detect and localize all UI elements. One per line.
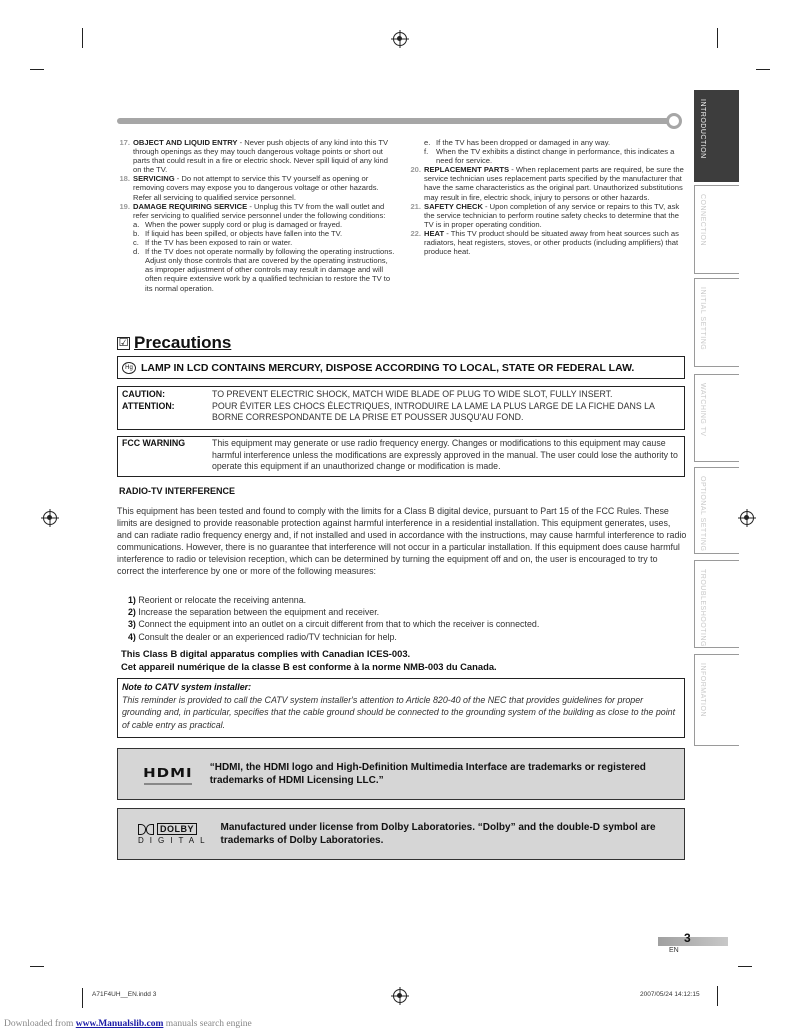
sub-item: d. If the TV does not operate normally by following the operating instructions. Adjust only those controls that are covered by the operating instructions, as improper adjustment of other controls may result in damage and will often require extensive work by a qualified technician to restore the TV to its normal operation. — [133, 247, 395, 293]
checkbox-icon: ☑ — [118, 336, 129, 349]
crop-mark — [756, 69, 770, 70]
header-circle-icon — [666, 113, 682, 129]
radio-tv-heading: RADIO-TV INTERFERENCE — [119, 486, 236, 496]
registration-mark-icon — [43, 511, 57, 525]
download-banner: Downloaded from www.Manualslib.com manuals search engine — [4, 1019, 252, 1029]
caution-box: CAUTION: TO PREVENT ELECTRIC SHOCK, MATCH WIDE BLADE OF PLUG TO WIDE SLOT, FULLY INSERT. ATTENTION: POUR ÉVITER LES CHOCS ÉLECTRIQUES, INTRODUIRE LA LAME LA PLUS LARGE DE LA FICHE DANS LA BORNE CORRESPONDANTE DE LA PRISE ET POUSSER JUSQU'AU FOND. — [117, 386, 685, 430]
tab-watching-tv[interactable]: WATCHING TV — [694, 374, 739, 462]
radio-tv-paragraph: This equipment has been tested and found to comply with the limits for a Class B digital device, pursuant to Part 15 of the FCC Rules. These limits are designed to provide reasonable protection against harmful interference in a residential installation. This equipment generates, uses, and can radiate radio frequency energy and, if not installed and used in accordance with the instructions, may cause harmful interference to radio communications. However, there is no guarantee that interference will not occur in a particular installation. If this equipment does cause harmful interference to radio or television reception, which can be determined by turning the equipment off and on, the user is encouraged to try to correct the interference by one or more of the following measures: — [117, 506, 687, 576]
sub-item: b. If liquid has been spilled, or objects have fallen into the TV. — [133, 228, 343, 238]
list-item: 2) Increase the separation between the equipment and receiver. — [128, 607, 380, 618]
sub-item: a. When the power supply cord or plug is damaged or frayed. — [133, 219, 343, 229]
crop-mark — [82, 988, 83, 1008]
safety-list-right — [408, 138, 686, 256]
list-item: 21. SAFETY CHECK - Upon completion of any service or repairs to this TV, ask the service technician to perform routine safety checks to determine that the TV is in proper operating condition. — [410, 201, 680, 229]
sub-item: c. If the TV has been exposed to rain or water. — [133, 238, 293, 248]
header-rule — [117, 118, 672, 124]
tab-troubleshooting[interactable]: TROUBLESHOOTING — [694, 560, 739, 648]
footer-timestamp: 2007/05/24 14:12:15 — [640, 991, 700, 998]
list-item: 4) Consult the dealer or an experienced radio/TV technician for help. — [128, 631, 397, 642]
crop-mark — [82, 28, 83, 48]
list-item: 18. SERVICING - Do not attempt to service this TV yourself as opening or removing covers may expose you to dangerous voltage or other hazards. Refer all servicing to qualified service personnel. — [119, 174, 379, 202]
catv-note-box: Note to CATV system installer: This reminder is provided to call the CATV system installer's attention to Article 820-40 of the NEC that provides guidelines for proper grounding and, in particular, specifies that the cable ground should be connected to the grounding system of the building as close to the point of cable entry as practical. — [117, 678, 685, 738]
hdmi-trademark-box: HDMI “HDMI, the HDMI logo and High-Definition Multimedia Interface are trademarks or registered trademarks of HDMI Licensing LLC.” — [117, 748, 685, 800]
mercury-hg-icon: Hg — [122, 362, 136, 374]
registration-mark-icon — [740, 511, 754, 525]
measures-list — [128, 594, 539, 643]
crop-mark — [30, 69, 44, 70]
section-title: ☑ Precautions — [118, 333, 232, 352]
crop-mark — [717, 28, 718, 48]
safety-list-left — [117, 138, 397, 293]
page-number-bar — [658, 937, 728, 946]
dolby-trademark-box: DOLBY DIGITAL Manufactured under license from Dolby Laboratories. “Dolby” and the double-D symbol are trademarks of Dolby Laboratories. — [117, 808, 685, 860]
double-d-icon — [138, 824, 154, 835]
fcc-warning-box: FCC WARNING This equipment may generate or use radio frequency energy. Changes or modifications to this equipment may cause harmful interference unless the modifications are expressly approved in the manual. The user could lose the authority to operate this equipment if an unauthorized change or modification is made. — [117, 436, 685, 477]
hdmi-logo-icon: HDMI — [140, 764, 196, 785]
crop-mark — [738, 966, 752, 967]
footer-filename: A71F4UH__EN.indd 3 — [92, 991, 157, 998]
page-language: EN — [669, 947, 679, 954]
registration-mark-icon — [393, 989, 407, 1003]
tab-optional-setting[interactable]: OPTIONAL SETTING — [694, 467, 739, 554]
tab-connection[interactable]: CONNECTION — [694, 185, 739, 274]
list-item: 17. OBJECT AND LIQUID ENTRY - Never push objects of any kind into this TV through openings as they may touch dangerous voltage points or short out parts that could result in a fire or electric shock. Never spill liquid of any kind on the TV. — [119, 138, 389, 175]
mercury-warning-box: Hg LAMP IN LCD CONTAINS MERCURY, DISPOSE ACCORDING TO LOCAL, STATE OR FEDERAL LAW. — [117, 356, 685, 379]
sub-item: f. When the TV exhibits a distinct change in performance, this indicates a need for service. — [424, 147, 675, 166]
manualslib-link[interactable]: www.Manualslib.com — [75, 1019, 164, 1029]
list-item: 19. DAMAGE REQUIRING SERVICE - Unplug this TV from the wall outlet and refer servicing to qualified service personnel under the following conditions: — [119, 201, 386, 220]
list-item: 3) Connect the equipment into an outlet on a circuit different from that to which the receiver is connected. — [128, 619, 540, 630]
sub-item: e. If the TV has been dropped or damaged in any way. — [424, 138, 611, 147]
dolby-digital-logo-icon: DOLBY DIGITAL — [138, 824, 211, 845]
list-item: 22. HEAT - This TV product should be situated away from heat sources such as radiators, heat registers, stoves, or other products (including amplifiers) that produce heat. — [410, 228, 679, 257]
crop-mark — [717, 986, 718, 1006]
crop-mark — [30, 966, 44, 967]
tab-initial-setting[interactable]: INITIAL SETTING — [694, 278, 739, 367]
registration-mark-icon — [393, 32, 407, 46]
list-item: 20. REPLACEMENT PARTS - When replacement parts are required, be sure the service technician uses replacement parts specified by the manufacturer that have the same characteristics as the original part. Unauthorized substitutions may result in fire, electric shock, injury to persons or other hazards. — [410, 165, 684, 202]
list-item: 1) Reorient or relocate the receiving antenna. — [128, 595, 307, 605]
tab-information[interactable]: INFORMATION — [694, 654, 739, 746]
page-number: 3 — [684, 931, 691, 945]
canada-compliance: This Class B digital apparatus complies with Canadian ICES-003. Cet appareil numérique de la classe B est conforme à la norme NMB-003 du Canada. — [121, 648, 497, 672]
tab-introduction[interactable]: INTRODUCTION — [694, 90, 739, 182]
